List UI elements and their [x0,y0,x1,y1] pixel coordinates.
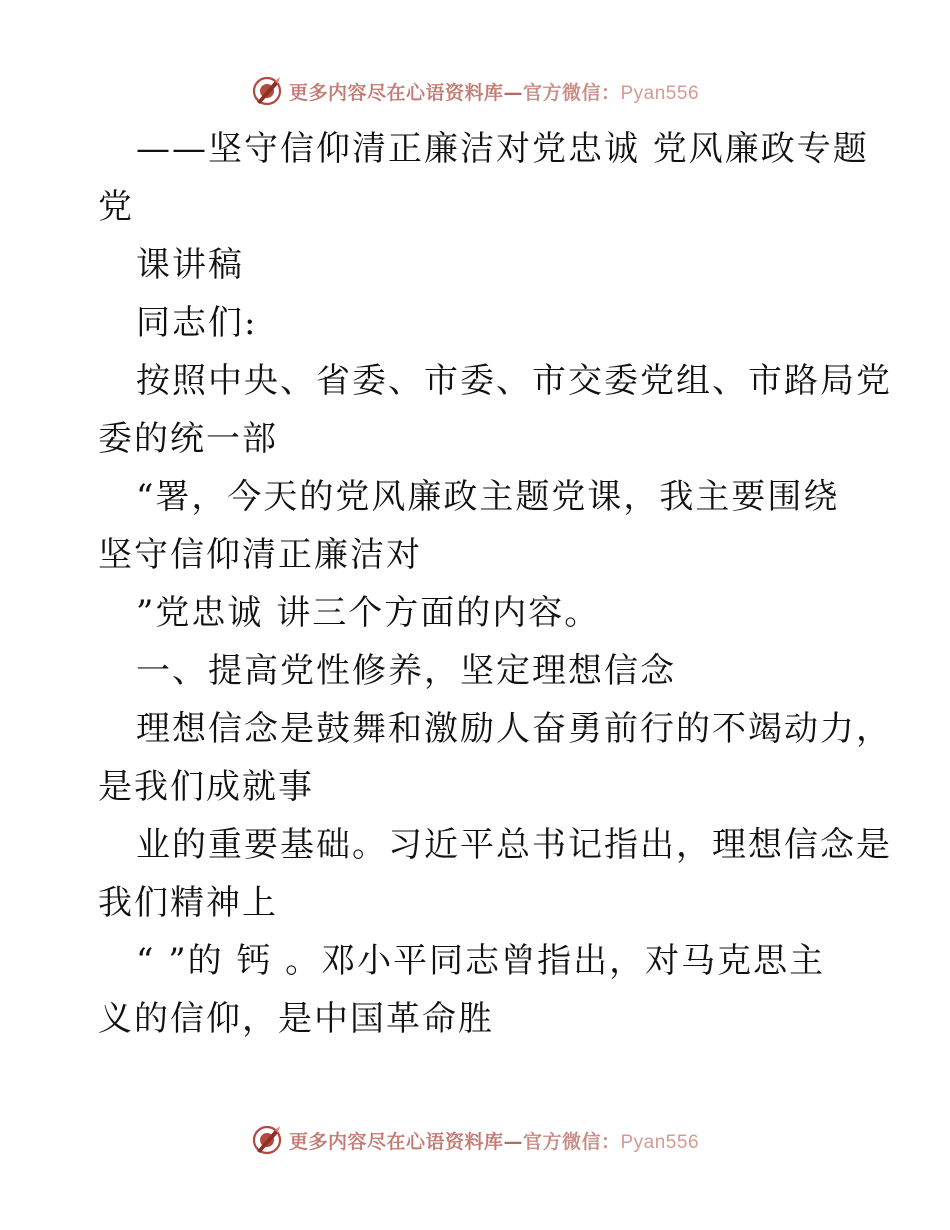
text-line: 业的重要基础。习近平总书记指出，理想信念是 [136,825,892,865]
banner-separator: — [503,1130,523,1153]
quill-pen-logo-icon [251,1124,283,1156]
text-line: 是我们成就事 [98,767,314,807]
banner-text [289,1127,699,1154]
text-line: 委的统一部 [98,419,278,459]
document-body [98,120,892,1048]
text-line: 一、提高党性修养，坚定理想信念 [136,651,676,691]
text-line: ——坚守信仰清正廉洁对党忠诚 党风廉政专题 [136,129,869,169]
banner-official-label: 官方微信： [522,81,621,104]
text-line: 我们精神上 [98,883,278,923]
text-line: 按照中央、省委、市委、市交委党组、市路局党 [136,361,892,401]
text-line: 同志们: [136,303,258,343]
text-line: “ ”的 钙 。邓小平同志曾指出，对马克思主 [136,941,826,981]
banner-site-name: 更多内容尽在心语资料库 [288,81,504,104]
text-line: “署，今天的党风廉政主题党课，我主要围绕 [136,477,840,517]
footer-banner [0,1120,950,1160]
banner-official-label: 官方微信： [522,1130,621,1153]
quill-pen-logo-icon [251,75,283,107]
banner-wechat-id: Pyan556 [620,1131,700,1153]
banner-site-name: 更多内容尽在心语资料库 [288,1130,504,1153]
text-line: 课讲稿 [136,245,244,285]
banner-text [289,78,699,105]
text-line: 理想信念是鼓舞和激励人奋勇前行的不竭动力， [136,709,892,749]
banner-separator: — [503,81,523,104]
text-line: 坚守信仰清正廉洁对 [98,535,422,575]
banner-wechat-id: Pyan556 [620,82,700,104]
text-line: ”党忠诚 讲三个方面的内容。 [136,593,601,633]
header-banner [0,71,950,111]
text-line: 义的信仰，是中国革命胜 [98,999,494,1039]
text-line: 党 [98,187,134,227]
